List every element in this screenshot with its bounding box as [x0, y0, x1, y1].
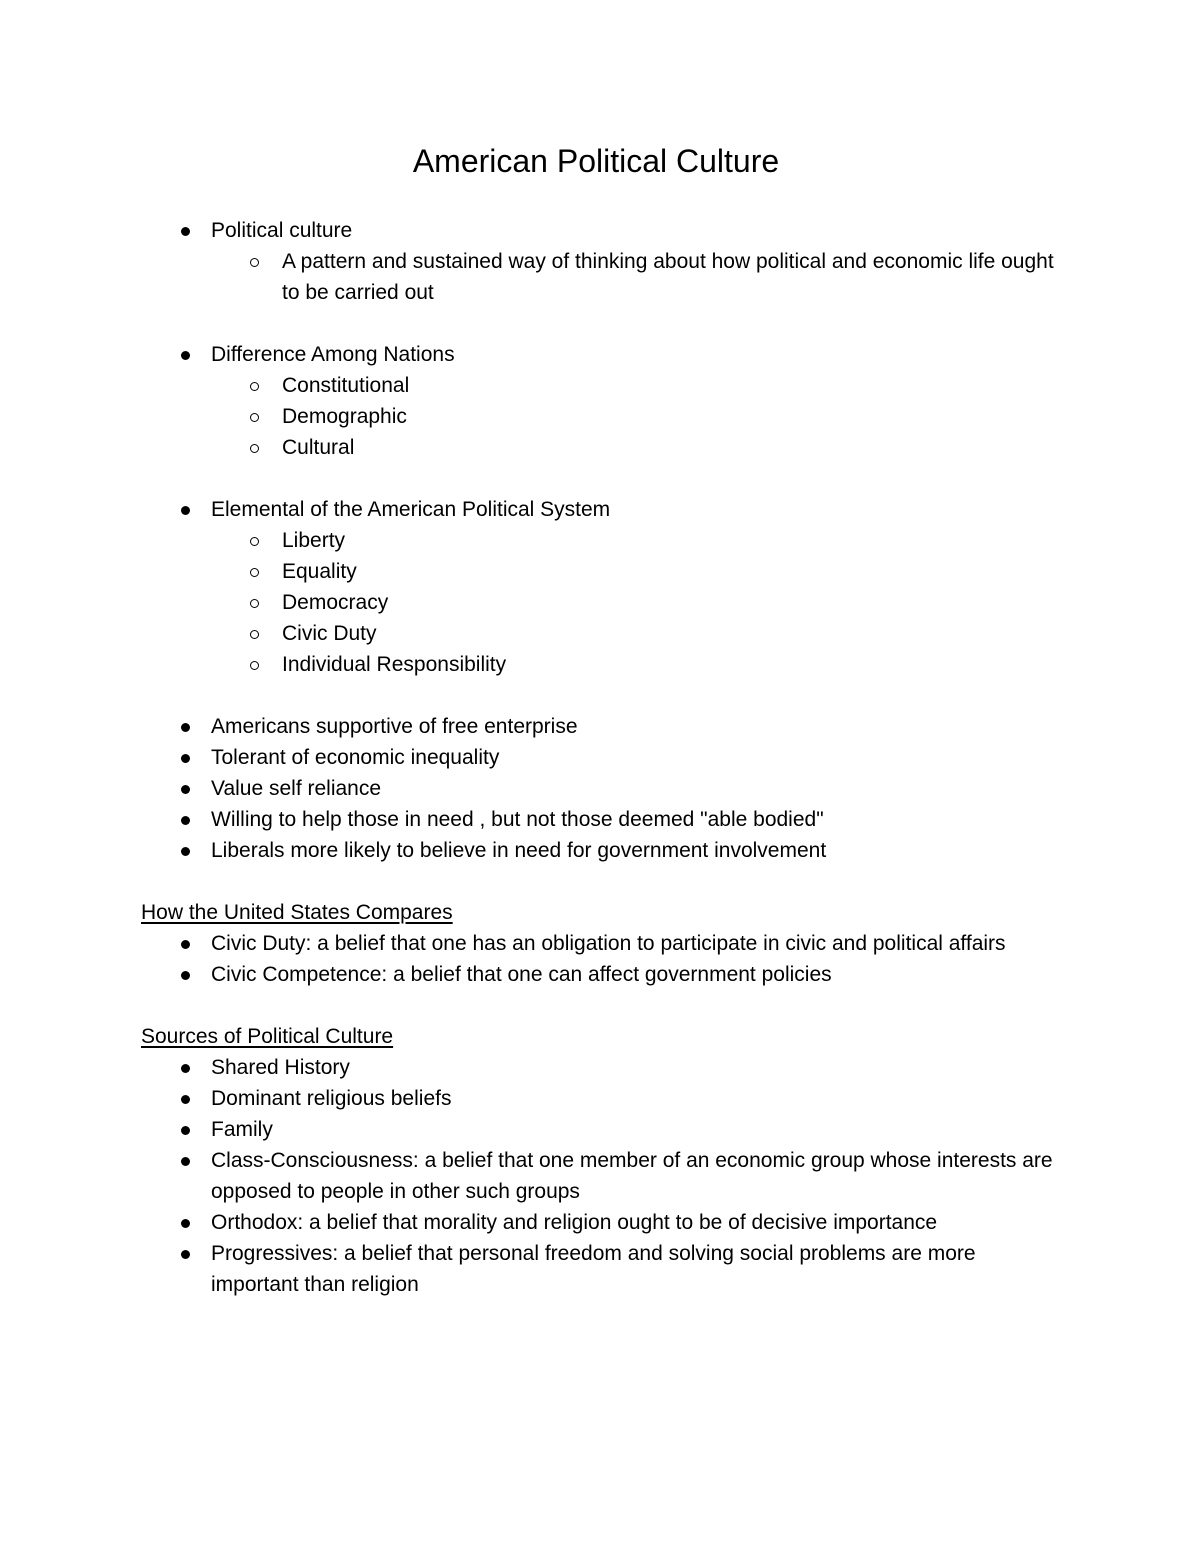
list-item: Civic Duty: a belief that one has an obligation to participate in civic and political affairs: [141, 928, 1061, 959]
bullet-dot-icon: [181, 506, 190, 515]
bullet-dot-icon: [181, 1250, 190, 1259]
bullet-circle-icon: [250, 258, 259, 267]
bullet-dot-icon: [181, 754, 190, 763]
list-item: Family: [141, 1114, 1061, 1145]
sub-list-item: Cultural: [141, 432, 1061, 463]
bullet-circle-icon: [250, 630, 259, 639]
list-item: Tolerant of economic inequality: [141, 742, 1061, 773]
bullet-dot-icon: [181, 351, 190, 360]
list-item: Class-Consciousness: a belief that one member of an economic group whose interests are opposed to people in other such groups: [141, 1145, 1061, 1207]
document-body: [141, 215, 1061, 1300]
list-item: Progressives: a belief that personal freedom and solving social problems are more important than religion: [141, 1238, 1061, 1300]
bullet-dot-icon: [181, 1219, 190, 1228]
bullet-dot-icon: [181, 971, 190, 980]
list-item: Civic Competence: a belief that one can affect government policies: [141, 959, 1061, 990]
bullet-circle-icon: [250, 444, 259, 453]
list-item: Political culture: [141, 215, 1061, 246]
list-item: Liberals more likely to believe in need for government involvement: [141, 835, 1061, 866]
sub-list-item: Civic Duty: [141, 618, 1061, 649]
bullet-dot-icon: [181, 1064, 190, 1073]
list-item: Value self reliance: [141, 773, 1061, 804]
list-item: Difference Among Nations: [141, 339, 1061, 370]
bullet-dot-icon: [181, 1095, 190, 1104]
sub-list-item: Constitutional: [141, 370, 1061, 401]
sub-list-item: Demographic: [141, 401, 1061, 432]
bullet-circle-icon: [250, 537, 259, 546]
sub-list-item: Individual Responsibility: [141, 649, 1061, 680]
bullet-circle-icon: [250, 413, 259, 422]
bullet-circle-icon: [250, 568, 259, 577]
bullet-dot-icon: [181, 785, 190, 794]
bullet-dot-icon: [181, 847, 190, 856]
bullet-dot-icon: [181, 1157, 190, 1166]
list-item: Americans supportive of free enterprise: [141, 711, 1061, 742]
list-item: Dominant religious beliefs: [141, 1083, 1061, 1114]
sub-list-item: Equality: [141, 556, 1061, 587]
bullet-circle-icon: [250, 661, 259, 670]
section-heading: Sources of Political Culture: [141, 1025, 394, 1048]
sub-list-item: A pattern and sustained way of thinking about how political and economic life ought to be carried out: [141, 246, 1061, 308]
sub-list-item: Democracy: [141, 587, 1061, 618]
list-item: Orthodox: a belief that morality and religion ought to be of decisive importance: [141, 1207, 1061, 1238]
section-heading: How the United States Compares: [141, 901, 453, 924]
list-item: Shared History: [141, 1052, 1061, 1083]
bullet-dot-icon: [181, 816, 190, 825]
list-item: Elemental of the American Political System: [141, 494, 1061, 525]
list-item: Willing to help those in need , but not those deemed "able bodied": [141, 804, 1061, 835]
bullet-circle-icon: [250, 382, 259, 391]
bullet-dot-icon: [181, 227, 190, 236]
bullet-dot-icon: [181, 1126, 190, 1135]
bullet-dot-icon: [181, 723, 190, 732]
page-title: American Political Culture: [412, 143, 780, 179]
sub-list-item: Liberty: [141, 525, 1061, 556]
bullet-dot-icon: [181, 940, 190, 949]
bullet-circle-icon: [250, 599, 259, 608]
